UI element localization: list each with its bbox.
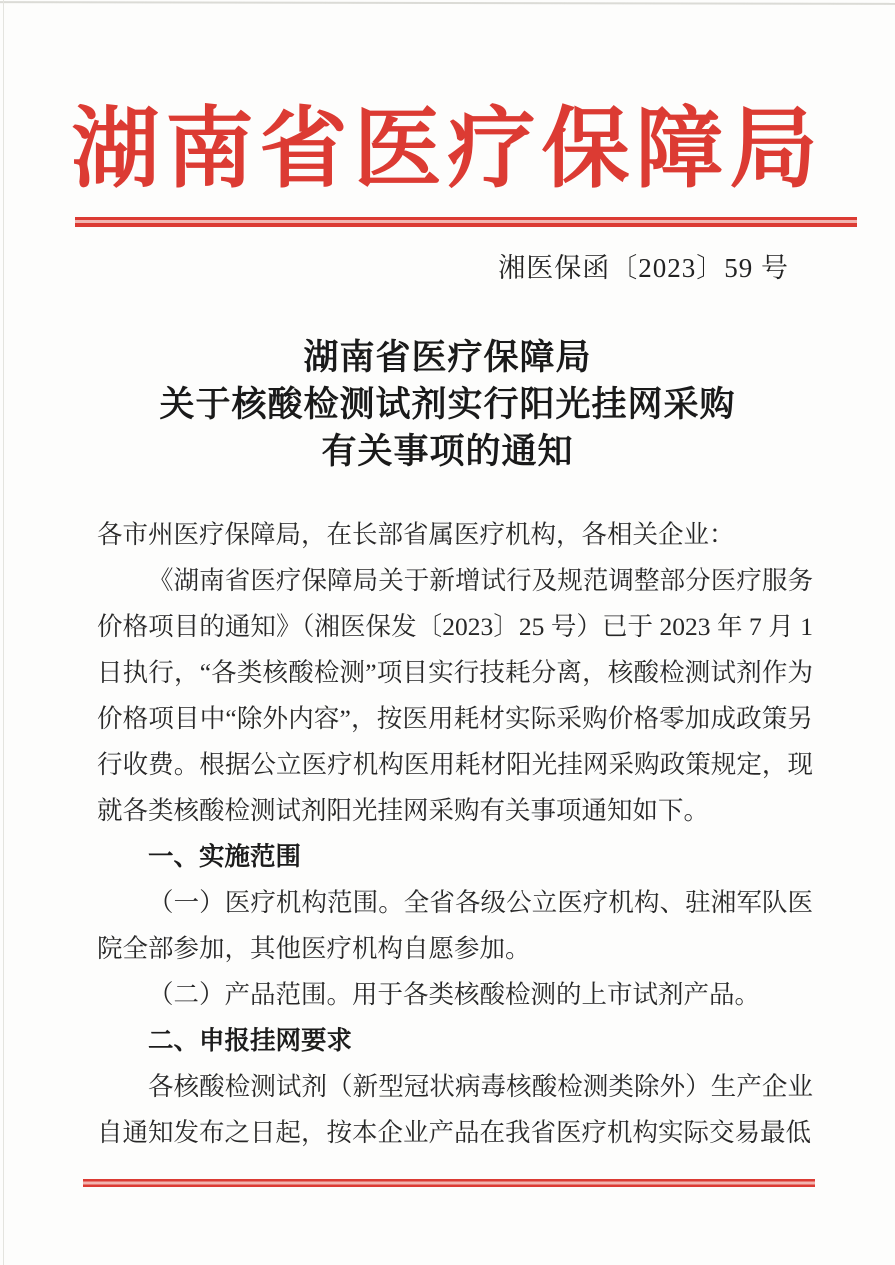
body-paragraph: （二）产品范围。用于各类核酸检测的上市试剂产品。 [148, 980, 761, 1009]
letterhead-divider-rule [75, 217, 857, 227]
scan-edge-top [0, 1, 895, 5]
document-body [97, 512, 813, 1156]
body-paragraph: 各市州医疗保障局，在长部省属医疗机构，各相关企业： [97, 520, 735, 549]
notice-title [0, 334, 895, 475]
notice-title-line-3: 有关事项的通知 [321, 432, 574, 471]
notice-title-line-1: 湖南省医疗保障局 [303, 338, 592, 377]
section-heading: 二、申报挂网要求 [148, 1027, 353, 1055]
notice-title-line-2: 关于核酸检测试剂实行阳光挂网采购 [159, 385, 736, 424]
section-heading: 一、实施范围 [148, 843, 302, 871]
body-paragraph: 《湖南省医疗保障局关于新增试行及规范调整部分医疗服务价格项目的通知》（湘医保发〔2023〕25 号）已于 2023 年 7 月 1 日执行，“各类核酸检测”项目实行技耗分离，核酸检测试剂作为价格项目中“除外内容”，按医用耗材实际采购价格零加成政策另行收费。根据公立医疗机构医用耗材阳光挂网采购政策规定，现就各类核酸检测试剂阳光挂网采购有关事项通知如下。 [97, 566, 813, 825]
body-paragraph: （一）医疗机构范围。全省各级公立医疗机构、驻湘军队医院全部参加，其他医疗机构自愿参加。 [97, 888, 813, 963]
body-paragraph: 各核酸检测试剂（新型冠状病毒核酸检测类除外）生产企业自通知发布之日起，按本企业产品在我省医疗机构实际交易最低 [97, 1072, 813, 1147]
footer-divider-rule [83, 1179, 815, 1187]
agency-letterhead-title: 湖南省医疗保障局 [71, 102, 824, 199]
document-reference-number: 湘医保函〔2023〕59 号 [498, 253, 789, 283]
